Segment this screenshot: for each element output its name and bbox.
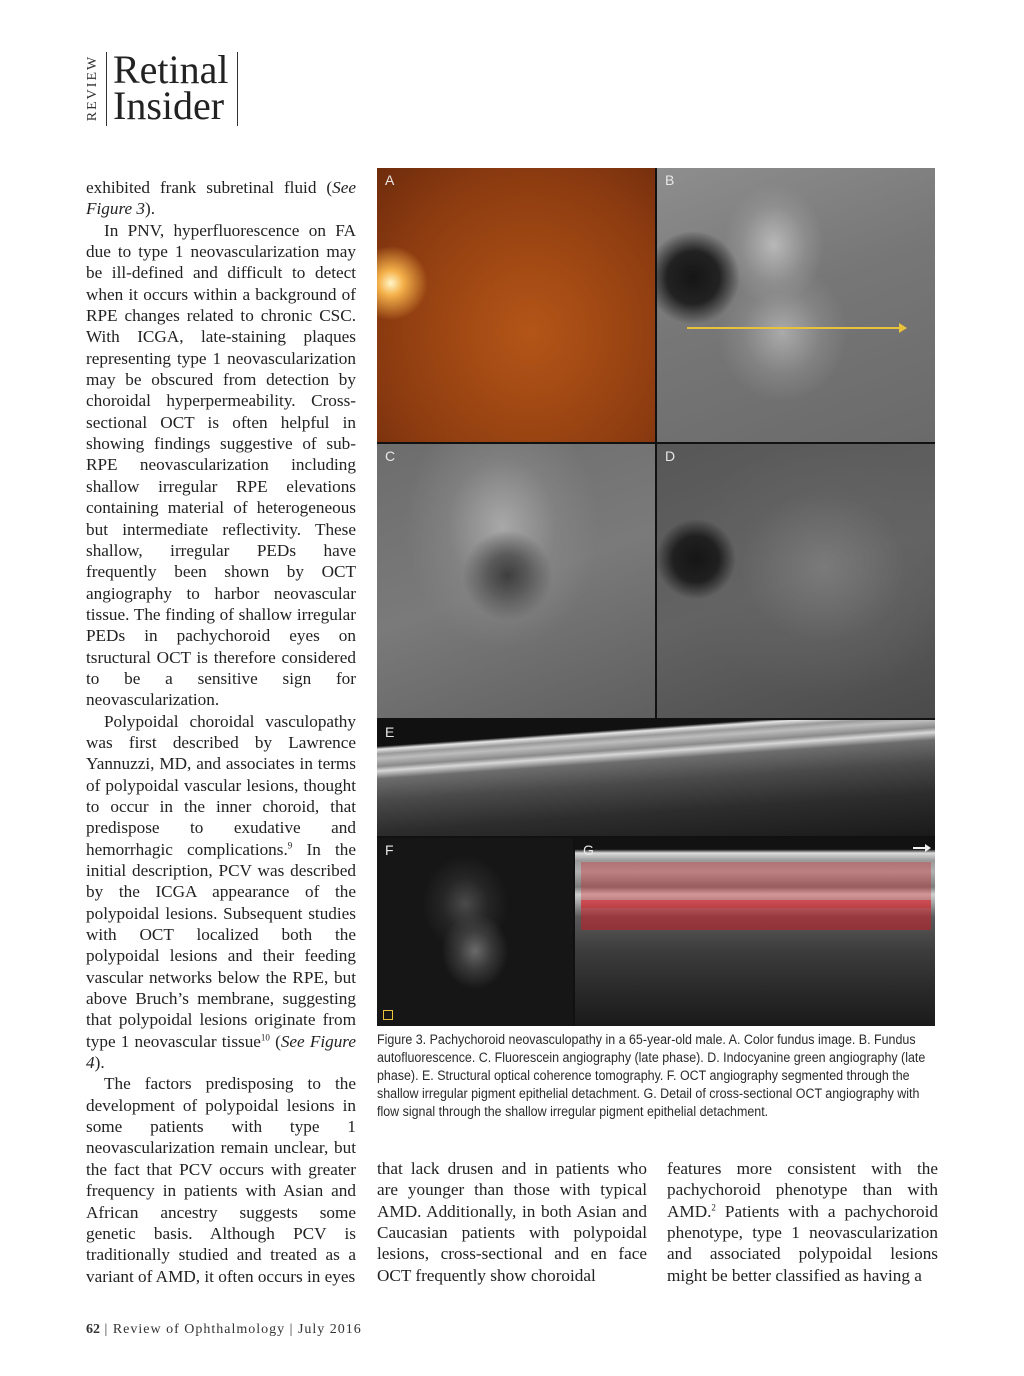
figure-3 <box>377 168 935 1026</box>
scan-arrow-icon <box>899 323 907 333</box>
page-footer <box>86 1322 362 1338</box>
panel-c-fluorescein-angiography <box>377 444 655 718</box>
masthead-divider-right <box>237 52 238 126</box>
citation-superscript: 10 <box>260 1032 270 1043</box>
paragraph-1: exhibited frank subretinal fluid (See Figure 3). <box>86 178 356 219</box>
panel-a-color-fundus <box>377 168 655 442</box>
panel-label: G <box>583 842 594 858</box>
flow-signal-band <box>581 900 931 930</box>
section-label: REVIEW <box>85 54 100 122</box>
panel-d-icg-angiography <box>657 444 935 718</box>
panel-b-autofluorescence <box>657 168 935 442</box>
paragraph-6: features more consistent with the pachychoroid phenotype than with AMD.$^2$ Patients with a pachychoroid phenotype, type 1 neovascularization and associated polypoidal lesions might be better classified as having a <box>667 1159 938 1285</box>
paragraph-4: The factors predisposing to the development of polypoidal lesions in some patients with type 1 neovascularization remain unclear, but the fact that PCV occurs with greater frequency in patients with Asian and African ancestry suggests some genetic basis. Although PCV is traditionally studied and treated as a variant of AMD, it often occurs in eyes <box>86 1074 356 1286</box>
panel-g-cross-sectional-octa <box>575 838 935 1026</box>
publication-name: Review of Ophthalmology <box>112 1322 286 1337</box>
paragraph-2: In PNV, hyperfluorescence on FA due to type 1 neovascularization may be ill-defined and difficult to detect when it occurs within a background of RPE changes related to chronic CSC. With ICGA, late-staining plaques representing type 1 neovascularization may be obscured from detection by choroidal hyperpermeability. Cross-sectional OCT is often helpful in showing findings suggestive of sub-RPE neovascularization including shallow irregular RPE elevations containing material of heterogeneous but intermediate reflectivity. These shallow, irregular PEDs have frequently been shown by OCT angiography to harbor neovascular tissue. The finding of shallow irregular PEDs in pachychoroid eyes on tsructural OCT is therefore considered to be a sensitive sign for neovascularization. <box>86 220 356 710</box>
figure-reference: See Figure 4 <box>86 1031 356 1073</box>
panel-e-structural-oct <box>377 720 935 836</box>
panel-label: D <box>665 448 676 464</box>
scan-line <box>687 327 899 329</box>
page-number: 62 <box>86 1322 100 1337</box>
panel-label: F <box>385 842 394 858</box>
marker-arrow-icon <box>925 844 931 852</box>
masthead-divider <box>106 52 107 126</box>
panel-label: A <box>385 172 395 188</box>
panel-label: C <box>385 448 396 464</box>
column-title <box>113 47 229 128</box>
issue-date: July 2016 <box>297 1322 362 1337</box>
masthead <box>84 47 238 128</box>
panel-label: E <box>385 724 395 740</box>
scale-marker <box>383 1010 393 1020</box>
figure-caption: Figure 3. Pachychoroid neovasculopathy in a 65-year-old male. A. Color fundus image. B. Fundus autofluorescence. C. Fluorescein angiography (late phase). D. Indocyanine green angiography (late phase). E. Structural optical coherence tomography. F. OCT angiography segmented through the shallow irregular pigment epithelial detachment. G. Detail of cross-sectional OCT angiography with flow signal through the shallow irregular pigment epithelial detachment. <box>377 1032 926 1119</box>
citation-superscript: 9 <box>287 839 293 850</box>
footer-separator: | <box>289 1322 298 1337</box>
body-column-1 <box>86 177 356 1287</box>
panel-label: B <box>665 172 675 188</box>
body-column-3 <box>667 1158 938 1286</box>
footer-separator: | <box>104 1322 113 1337</box>
paragraph-5: that lack drusen and in patients who are younger than those with typical AMD. Additionally, in both Asian and Caucasian patients with polypoidal lesions, cross-sectional and en face OCT frequently show choroidal <box>377 1159 647 1285</box>
body-column-2 <box>377 1158 647 1286</box>
column-title-line-1: Retinal <box>113 47 229 92</box>
figure-reference: See Figure 3 <box>86 178 356 219</box>
citation-superscript: 2 <box>711 1201 716 1212</box>
panel-f-oct-angiography <box>377 838 573 1026</box>
marker-arrow-line <box>913 847 925 849</box>
paragraph-3: Polypoidal choroidal vasculopathy was first described by Lawrence Yannuzzi, MD, and associates in terms of polypoidal vascular lesions, thought to occur in the inner choroid, that predispose to exudative and hemorrhagic complications.$^9$ In the initial description, PCV was described by the ICGA appearance of the polypoidal lesions. Subsequent studies with OCT localized both the polypoidal lesions and their feeding vascular networks below the RPE, but above Bruch’s membrane, suggesting that polypoidal lesions originate from type 1 neovascular tissue$^{10}$ (See Figure 4). <box>86 711 356 1073</box>
column-title-line-2: Insider <box>113 83 225 128</box>
